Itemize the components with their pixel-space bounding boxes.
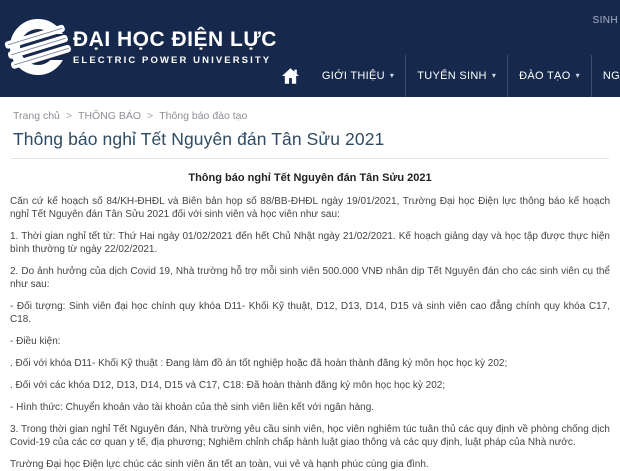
main-nav — [272, 55, 620, 97]
article-paragraph: 1. Thời gian nghỉ tết từ: Thứ Hai ngày 01/02/2021 đến hết Chủ Nhật ngày 21/02/2021. Kế hoạch giảng dạy và học tập được thực hiện bình thường từ ngày 22/02/2021. — [10, 231, 610, 255]
article-paragraph: Căn cứ kế hoạch số 84/KH-ĐHĐL và Biên bản họp số 88/BB-ĐHĐL ngày 19/01/2021, Trường Đại học Điện lực thông báo kế hoạch nghỉ Tết Nguyên đán Tân Sửu 2021 đối với sinh viên và học viên như sau: — [10, 196, 610, 220]
breadcrumb-current: Thông báo đào tạo — [159, 110, 248, 122]
title-divider — [11, 158, 609, 159]
nav-item-label: GIỚI THIỆU — [321, 70, 385, 82]
logo-title: ĐẠI HỌC ĐIỆN LỰC — [73, 28, 277, 51]
article-heading: Thông báo nghỉ Tết Nguyên đán Tân Sửu 2021 — [188, 172, 432, 184]
article-paragraph: - Điều kiện: — [10, 336, 61, 347]
breadcrumb-separator: > — [147, 110, 154, 122]
article-paragraph: 3. Trong thời gian nghỉ Tết Nguyên đán, Nhà trường yêu cầu sinh viên, học viên nghiêm túc tuân thủ các quy định về phòng chống dịch Covid-19 của các cơ quan y tế, địa phương; Nghiêm chỉnh chấp hành luật giao thông và các quy định, luật pháp của Nhà nước. — [10, 424, 610, 448]
page-title: Thông báo nghỉ Tết Nguyên đán Tân Sửu 2021 — [13, 129, 385, 149]
article-paragraph: 2. Do ảnh hưởng của dịch Covid 19, Nhà trường hỗ trợ mỗi sinh viên 500.000 VNĐ nhân dịp Tết Nguyên đán cho các sinh viên cụ thể như sau: — [10, 266, 610, 290]
home-icon — [282, 68, 299, 84]
breadcrumb-thong-bao-link[interactable]: THÔNG BÁO — [78, 110, 142, 122]
breadcrumb-separator: > — [65, 110, 73, 122]
chevron-down-icon: ▾ — [491, 71, 497, 80]
home-button[interactable] — [272, 55, 311, 97]
article-paragraph: - Đối tượng: Sinh viên đại học chính quy khóa D11- Khối Kỹ thuật, D12, D13, D14, D15 và sinh viên cao đẳng chính quy khóa C17, C18. — [10, 301, 610, 325]
article-paragraph: - Hình thức: Chuyển khoản vào tài khoản của thẻ sinh viên liên kết với ngân hàng. — [10, 402, 375, 413]
logo-text — [73, 28, 277, 66]
epu-logo-icon — [10, 11, 66, 83]
nav-item-gioi-thieu[interactable] — [311, 55, 405, 97]
article-paragraph: Trường Đại học Điện lực chúc các sinh viên ăn tết an toàn, vui vẻ và hạnh phúc cùng gia đình. — [10, 459, 429, 470]
site-logo[interactable] — [10, 11, 277, 83]
nav-item-label: ĐÀO TẠO — [519, 70, 571, 82]
utility-link-sinh[interactable]: SINH — [592, 15, 618, 26]
chevron-down-icon: ▾ — [389, 71, 395, 80]
site-header — [0, 0, 620, 97]
article-paragraph: . Đối với khóa D11- Khối Kỹ thuật : Đang làm đồ án tốt nghiệp hoặc đã hoàn thành đăng ký môn học học kỳ 202; — [10, 358, 508, 369]
nav-item-label: NG — [602, 70, 620, 82]
breadcrumb-home-link[interactable]: Trang chủ — [13, 110, 60, 122]
logo-subtitle: ELECTRIC POWER UNIVERSITY — [73, 55, 272, 66]
article-paragraph: . Đối với các khóa D12, D13, D14, D15 và C17, C18: Đã hoàn thành đăng ký môn học học kỳ 202; — [10, 380, 446, 391]
nav-item-nghien-cuu-truncated[interactable] — [591, 55, 620, 97]
chevron-down-icon: ▾ — [575, 71, 580, 80]
breadcrumb — [0, 97, 620, 122]
nav-item-tuyen-sinh[interactable] — [405, 55, 507, 97]
nav-item-dao-tao[interactable] — [507, 55, 591, 97]
announcement-article — [0, 172, 620, 471]
nav-item-label: TUYỂN SINH — [417, 70, 487, 82]
